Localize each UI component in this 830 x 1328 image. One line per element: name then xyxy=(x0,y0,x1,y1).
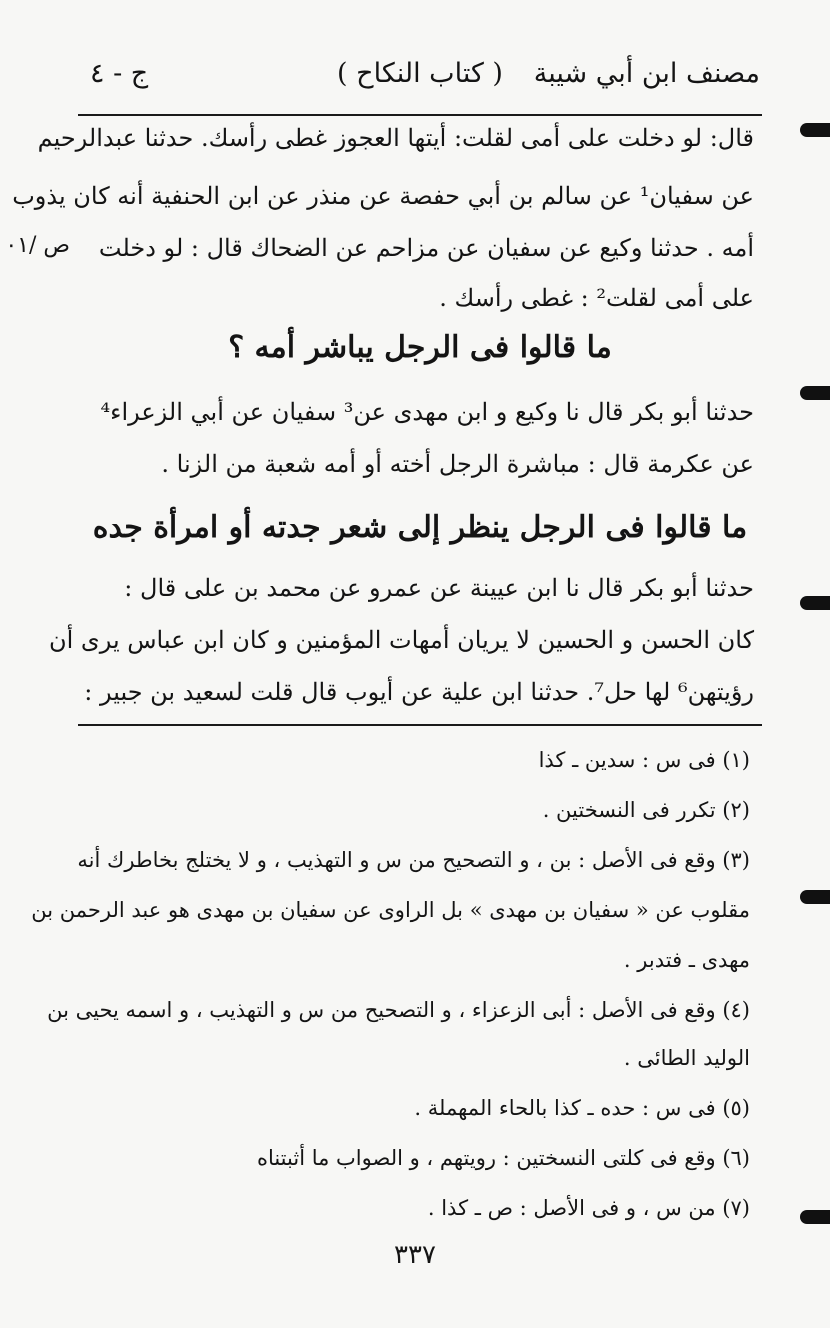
text-line: حدثنا أبو بكر قال نا وكيع و ابن مهدى عن³ سفيان عن أبي الزعراء⁴ xyxy=(100,398,754,426)
text-line: رؤيتهن⁶ لها حل⁷. حدثنا ابن علية عن أيوب قال قلت لسعيد بن جبير : xyxy=(84,678,754,706)
header-rule xyxy=(78,114,762,116)
footnote-rule xyxy=(78,724,762,726)
scan-edge-mark xyxy=(800,386,830,400)
footnote: (٣) وقع فى الأصل : بن ، و التصحيح من س و التهذيب ، و لا يختلج بخاطرك أنه xyxy=(77,848,750,872)
text-line: على أمى لقلت² : غطى رأسك . xyxy=(439,284,754,312)
text-line: حدثنا أبو بكر قال نا ابن عيينة عن عمرو عن محمد بن على قال : xyxy=(124,574,754,602)
text-line: كان الحسن و الحسين لا يريان أمهات المؤمنين و كان ابن عباس يرى أن xyxy=(49,626,754,654)
volume-label: ج - ٤ xyxy=(90,58,149,89)
footnote: (٤) وقع فى الأصل : أبى الزعزاء ، و التصحيح من س و التهذيب ، و اسمه يحيى بن xyxy=(47,998,750,1022)
text-line: قال: لو دخلت على أمى لقلت: أيتها العجوز غطى رأسك. حدثنا عبدالرحيم xyxy=(37,124,754,152)
page-number: ٣٣٧ xyxy=(394,1240,436,1270)
footnote: الوليد الطائى . xyxy=(623,1046,750,1070)
scan-edge-mark xyxy=(800,1210,830,1224)
running-header xyxy=(80,50,760,110)
margin-page-reference: ص /٠١ xyxy=(5,233,70,258)
footnote: مهدى ـ فتدبر . xyxy=(623,948,750,972)
section-title: ( كتاب النكاح ) xyxy=(337,58,503,89)
text-line: عن سفيان¹ عن سالم بن أبي حفصة عن منذر عن ابن الحنفية أنه كان يذوب xyxy=(12,182,754,210)
text-line: أمه . حدثنا وكيع عن سفيان عن مزاحم عن الضحاك قال : لو دخلت xyxy=(98,234,754,262)
scan-edge-mark xyxy=(800,890,830,904)
footnote: (٥) فى س : حده ـ كذا بالحاء المهملة . xyxy=(414,1096,750,1120)
footnote: (١) فى س : سدين ـ كذا xyxy=(538,748,750,772)
section-heading: ما قالوا فى الرجل ينظر إلى شعر جدته أو امرأة جده xyxy=(92,510,748,545)
footnote: (٢) تكرر فى النسختين . xyxy=(542,798,750,822)
scan-edge-mark xyxy=(800,596,830,610)
footnote: (٧) من س ، و فى الأصل : ص ـ كذا . xyxy=(427,1196,750,1220)
book-title: مصنف ابن أبي شيبة xyxy=(533,58,760,89)
scan-edge-mark xyxy=(800,123,830,137)
footnote: مقلوب عن « سفيان بن مهدى » بل الراوى عن سفيان بن مهدى هو عبد الرحمن بن xyxy=(31,898,750,922)
footnote: (٦) وقع فى كلتى النسختين : رويتهم ، و الصواب ما أثبتناه xyxy=(256,1146,750,1170)
section-heading: ما قالوا فى الرجل يباشر أمه ؟ xyxy=(228,330,612,365)
text-line: عن عكرمة قال : مباشرة الرجل أخته أو أمه شعبة من الزنا . xyxy=(161,450,754,478)
